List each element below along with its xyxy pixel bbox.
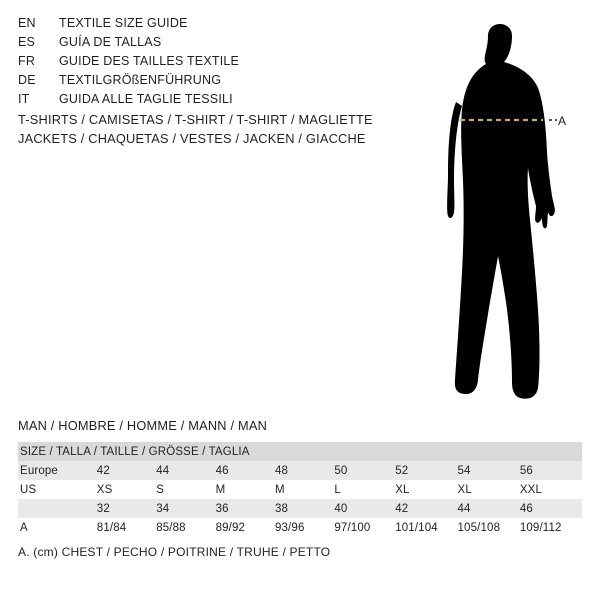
cell: 46 <box>216 461 275 480</box>
cell: 38 <box>275 499 334 518</box>
cell: 42 <box>97 461 156 480</box>
language-title: GUIDE DES TAILLES TEXTILE <box>59 54 240 68</box>
cell: 44 <box>458 499 520 518</box>
table-header-label: SIZE / TALLA / TAILLE / GRÖSSE / TAGLIA <box>18 442 582 461</box>
chest-measure-label: A <box>558 114 567 128</box>
table-header-row <box>18 442 582 461</box>
cell: 40 <box>334 499 395 518</box>
category-tshirts: T-SHIRTS / CAMISETAS / T-SHIRT / T-SHIRT / MAGLIETTE <box>18 112 373 127</box>
section-title-man: MAN / HOMBRE / HOMME / MANN / MAN <box>18 418 268 433</box>
cell: S <box>156 480 215 499</box>
table-row <box>18 499 582 518</box>
language-code: FR <box>18 54 36 68</box>
cell: 89/92 <box>216 518 275 537</box>
footnote-chest-measure: A. (cm) CHEST / PECHO / POITRINE / TRUHE / PETTO <box>18 545 331 559</box>
cell: 44 <box>156 461 215 480</box>
cell: 32 <box>97 499 156 518</box>
cell: 56 <box>520 461 582 480</box>
row-label: US <box>18 480 97 499</box>
table-row <box>18 461 582 480</box>
cell: 52 <box>395 461 457 480</box>
row-label: Europe <box>18 461 97 480</box>
row-label: A <box>18 518 97 537</box>
language-title: GUIDA ALLE TAGLIE TESSILI <box>59 92 233 106</box>
cell: 42 <box>395 499 457 518</box>
cell: 109/112 <box>520 518 582 537</box>
size-table-wrapper <box>18 442 582 537</box>
cell: XL <box>395 480 457 499</box>
cell: XS <box>97 480 156 499</box>
cell: M <box>216 480 275 499</box>
category-list <box>18 110 438 148</box>
language-row <box>18 35 398 54</box>
language-code: ES <box>18 35 36 49</box>
cell: 101/104 <box>395 518 457 537</box>
cell: 81/84 <box>97 518 156 537</box>
cell: 93/96 <box>275 518 334 537</box>
male-silhouette-figure <box>400 10 600 410</box>
cell: 54 <box>458 461 520 480</box>
cell: 34 <box>156 499 215 518</box>
language-title: TEXTILGRÖßENFÜHRUNG <box>59 73 222 87</box>
category-jackets: JACKETS / CHAQUETAS / VESTES / JACKEN / GIACCHE <box>18 131 366 146</box>
language-title: TEXTILE SIZE GUIDE <box>59 16 188 30</box>
cell: 48 <box>275 461 334 480</box>
cell: 50 <box>334 461 395 480</box>
cell: 85/88 <box>156 518 215 537</box>
cell: 36 <box>216 499 275 518</box>
cell: 46 <box>520 499 582 518</box>
language-title: GUÍA DE TALLAS <box>59 35 162 49</box>
size-table <box>18 442 582 537</box>
silhouette-icon <box>400 10 600 410</box>
language-list <box>18 16 398 111</box>
row-label <box>18 499 97 518</box>
cell: 97/100 <box>334 518 395 537</box>
table-row <box>18 518 582 537</box>
language-row <box>18 92 398 111</box>
table-row <box>18 480 582 499</box>
cell: XL <box>458 480 520 499</box>
language-code: EN <box>18 16 36 30</box>
cell: 105/108 <box>458 518 520 537</box>
cell: M <box>275 480 334 499</box>
cell: L <box>334 480 395 499</box>
language-code: DE <box>18 73 36 87</box>
language-code: IT <box>18 92 30 106</box>
language-row <box>18 73 398 92</box>
cell: XXL <box>520 480 582 499</box>
language-row <box>18 54 398 73</box>
language-row <box>18 16 398 35</box>
